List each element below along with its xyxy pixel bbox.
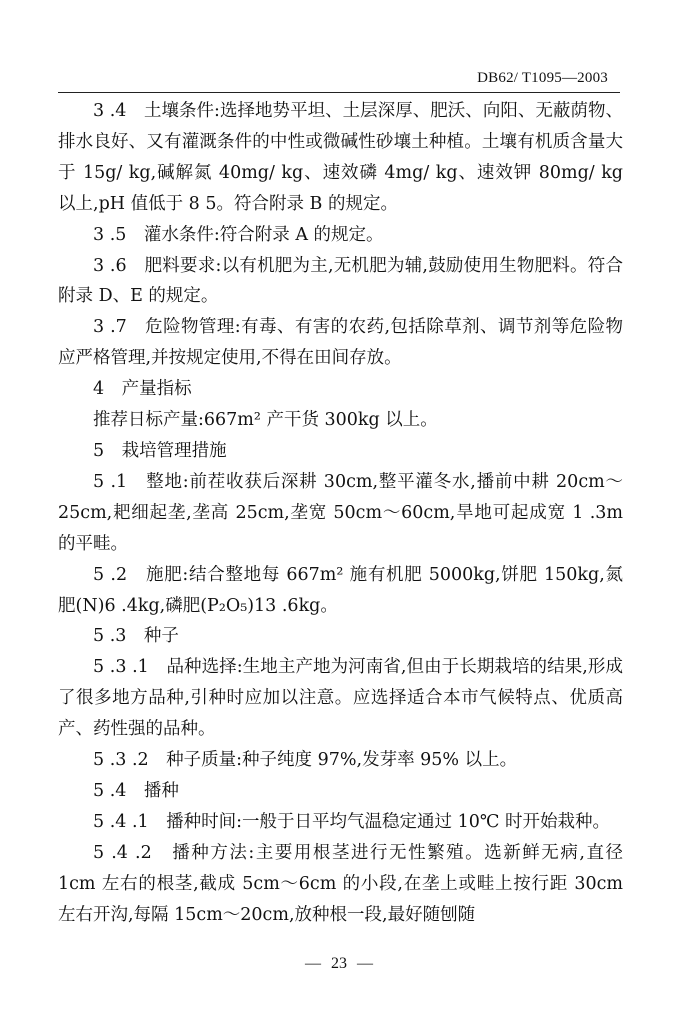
standard-code: DB62/ T1095—2003 <box>477 70 608 86</box>
clause-5-3-heading: 5 .3 种子 <box>93 626 179 647</box>
clause-5-2-fertilization: 5 .2 施肥:结合整地每 667m² 施有机肥 5000kg,饼肥 150kg,氮肥(N)6 .4kg,磷肥(P₂O₅)13 .6kg。 <box>58 564 623 616</box>
section-5-heading: 5 栽培管理措施 <box>93 440 227 461</box>
clause-5-3-1-variety-selection: 5 .3 .1 品种选择:生地主产地为河南省,但由于长期栽培的结果,形成了很多地方品种,引种时应加以注意。应选择适合本市气候特点、优质高产、药性强的品种。 <box>58 657 623 740</box>
clause-5-4-2-sowing-method: 5 .4 .2 播种方法:主要用根茎进行无性繁殖。选新鲜无病,直径 1cm 左右的根茎,截成 5cm～6cm 的小段,在垄上或畦上按行距 30cm 左右开沟,每隔 15cm～20cm,放种根一段,最好随刨随 <box>58 842 623 925</box>
page-number: 23 <box>331 955 347 972</box>
clause-3-5-irrigation-conditions: 3 .5 灌水条件:符合附录 A 的规定。 <box>93 224 384 245</box>
page-footer <box>0 955 678 973</box>
clause-3-4-soil-conditions: 3 .4 土壤条件:选择地势平坦、土层深厚、肥沃、向阳、无蔽荫物、排水良好、又有灌溉条件的中性或微碱性砂壤土种植。土壤有机质含量大于 15g/ kg,碱解氮 40mg/ kg、速效磷 4mg/ kg、速效钾 80mg/ kg 以上,pH 值低于 8 5。符合附录 B 的规定。 <box>58 101 623 214</box>
clause-5-4-heading: 5 .4 播种 <box>93 780 179 801</box>
clause-3-7-hazardous-materials: 3 .7 危险物管理:有毒、有害的农药,包括除草剂、调节剂等危险物应严格管理,并按规定使用,不得在田间存放。 <box>58 317 623 369</box>
clause-5-1-land-preparation: 5 .1 整地:前茬收获后深耕 30cm,整平灌冬水,播前中耕 20cm～25cm,耙细起垄,垄高 25cm,垄宽 50cm～60cm,旱地可起成宽 1 .3m 的平畦。 <box>58 471 623 554</box>
clause-5-4-1-sowing-time: 5 .4 .1 播种时间:一般于日平均气温稳定通过 10℃ 时开始栽种。 <box>93 811 611 832</box>
footer-dash-right: — <box>357 955 373 972</box>
clause-5-3-2-seed-quality: 5 .3 .2 种子质量:种子纯度 97%,发芽率 95% 以上。 <box>93 750 518 771</box>
footer-dash-left: — <box>305 955 321 972</box>
document-body <box>58 96 623 930</box>
yield-target: 推荐日标产量:667m² 产干货 300kg 以上。 <box>93 410 438 431</box>
clause-3-6-fertilizer-requirements: 3 .6 肥料要求:以有机肥为主,无机肥为辅,鼓励使用生物肥料。符合附录 D、E 的规定。 <box>58 255 623 307</box>
section-4-heading: 4 产量指标 <box>93 379 192 400</box>
header-divider <box>58 92 620 93</box>
